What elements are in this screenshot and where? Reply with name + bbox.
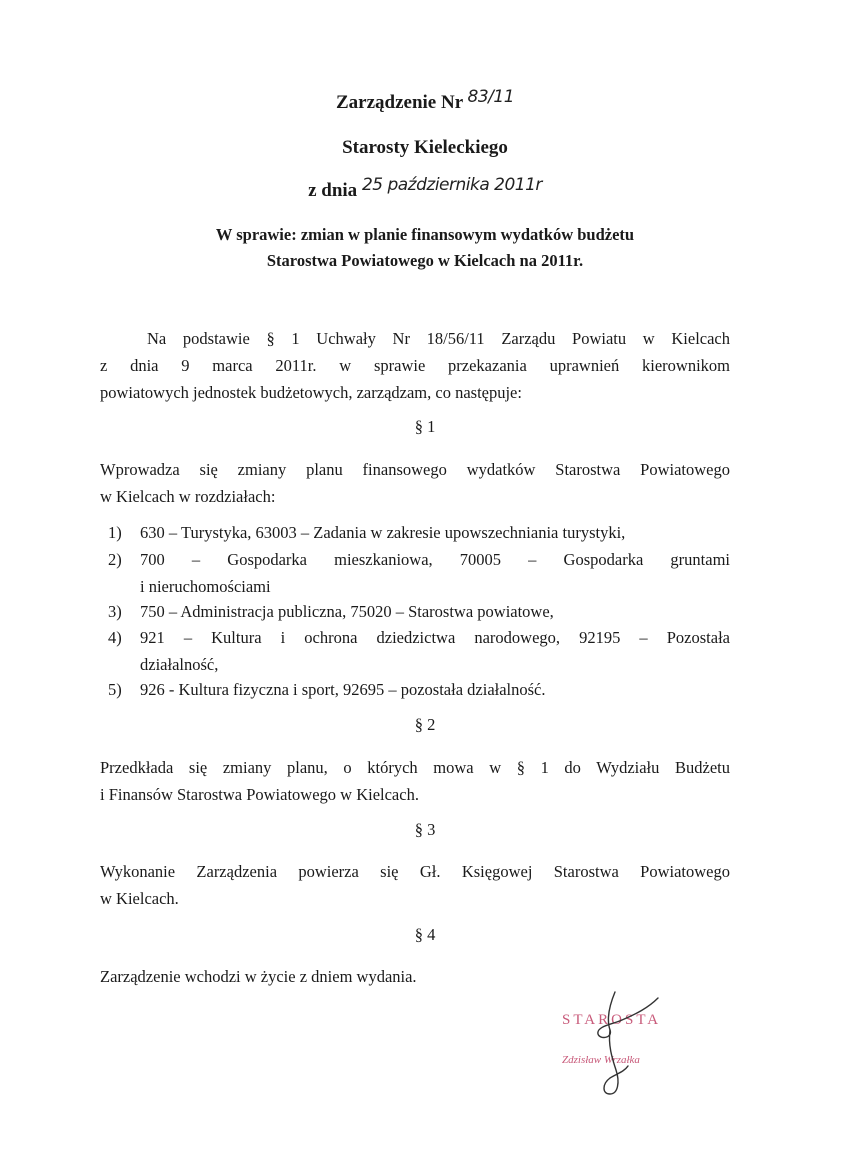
section-4-text <box>100 963 730 990</box>
preamble-line-2: z dnia 9 marca 2011r. w sprawie przekazania uprawnień kierownikom <box>100 356 730 375</box>
list-item <box>108 676 730 703</box>
issuer: Starosty Kieleckiego <box>342 137 508 158</box>
title-prefix: Zarządzenie Nr <box>335 92 463 113</box>
section-2-heading: § 2 <box>414 715 436 734</box>
list-item-text: 630 – Turystyka, 63003 – Zadania w zakresie upowszechniania turystyki, <box>140 523 626 542</box>
preamble <box>100 325 730 406</box>
section-3-text <box>100 858 730 912</box>
list-item-text-cont: działalność, <box>140 655 219 674</box>
stamp-title: STAROSTA <box>562 1012 662 1028</box>
document-date <box>0 175 850 202</box>
subject-line-1: W sprawie: zmian w planie finansowym wydatków budżetu <box>215 225 635 244</box>
section-4-line-1: Zarządzenie wchodzi w życie z dniem wydania. <box>100 967 417 986</box>
section-1-heading: § 1 <box>414 417 436 436</box>
section-1-intro-line-2: w Kielcach w rozdziałach: <box>100 487 276 506</box>
section-3-heading: § 3 <box>414 820 436 839</box>
document-title <box>0 87 850 114</box>
list-item-text: 921 – Kultura i ochrona dziedzictwa narodowego, 92195 – Pozostała <box>140 628 730 647</box>
list-item-number: 4) <box>108 628 122 647</box>
official-stamp <box>540 990 690 1100</box>
date-prefix: z dnia <box>308 180 358 201</box>
handwritten-number: 83/11 <box>467 87 515 107</box>
list-item <box>108 546 730 600</box>
section-4-heading: § 4 <box>414 925 436 944</box>
list-item-number: 3) <box>108 602 122 621</box>
list-item <box>108 598 730 625</box>
list-item-number: 1) <box>108 523 122 542</box>
section-1-intro <box>100 456 730 510</box>
list-item-text: 700 – Gospodarka mieszkaniowa, 70005 – Gospodarka gruntami <box>140 550 730 569</box>
handwritten-signature <box>540 990 690 1100</box>
section-3-line-1: Wykonanie Zarządzenia powierza się Gł. Księgowej Starostwa Powiatowego <box>100 862 730 881</box>
handwritten-date: 25 października 2011r <box>361 175 542 195</box>
section-2-text <box>100 754 730 808</box>
list-item-text: 750 – Administracja publiczna, 75020 – Starostwa powiatowe, <box>140 602 554 621</box>
list-item-text-cont: i nieruchomościami <box>140 577 271 596</box>
section-2-line-2: i Finansów Starostwa Powiatowego w Kielcach. <box>100 785 419 804</box>
section-1-intro-line-1: Wprowadza się zmiany planu finansowego wydatków Starostwa Powiatowego <box>100 460 730 479</box>
subject-line-2: Starostwa Powiatowego w Kielcach na 2011r. <box>266 251 584 270</box>
list-item-text: 926 - Kultura fizyczna i sport, 92695 – pozostała działalność. <box>140 680 546 699</box>
preamble-line-3: powiatowych jednostek budżetowych, zarządzam, co następuje: <box>100 383 522 402</box>
section-2-line-1: Przedkłada się zmiany planu, o których mowa w § 1 do Wydziału Budżetu <box>100 758 730 777</box>
preamble-line-1: Na podstawie § 1 Uchwały Nr 18/56/11 Zarządu Powiatu w Kielcach <box>147 329 730 348</box>
list-item <box>108 624 730 678</box>
list-item <box>108 519 730 546</box>
section-3-line-2: w Kielcach. <box>100 889 179 908</box>
list-item-number: 5) <box>108 680 122 699</box>
list-item-number: 2) <box>108 550 122 569</box>
stamp-name: Zdzisław Wrzałka <box>562 1054 640 1066</box>
